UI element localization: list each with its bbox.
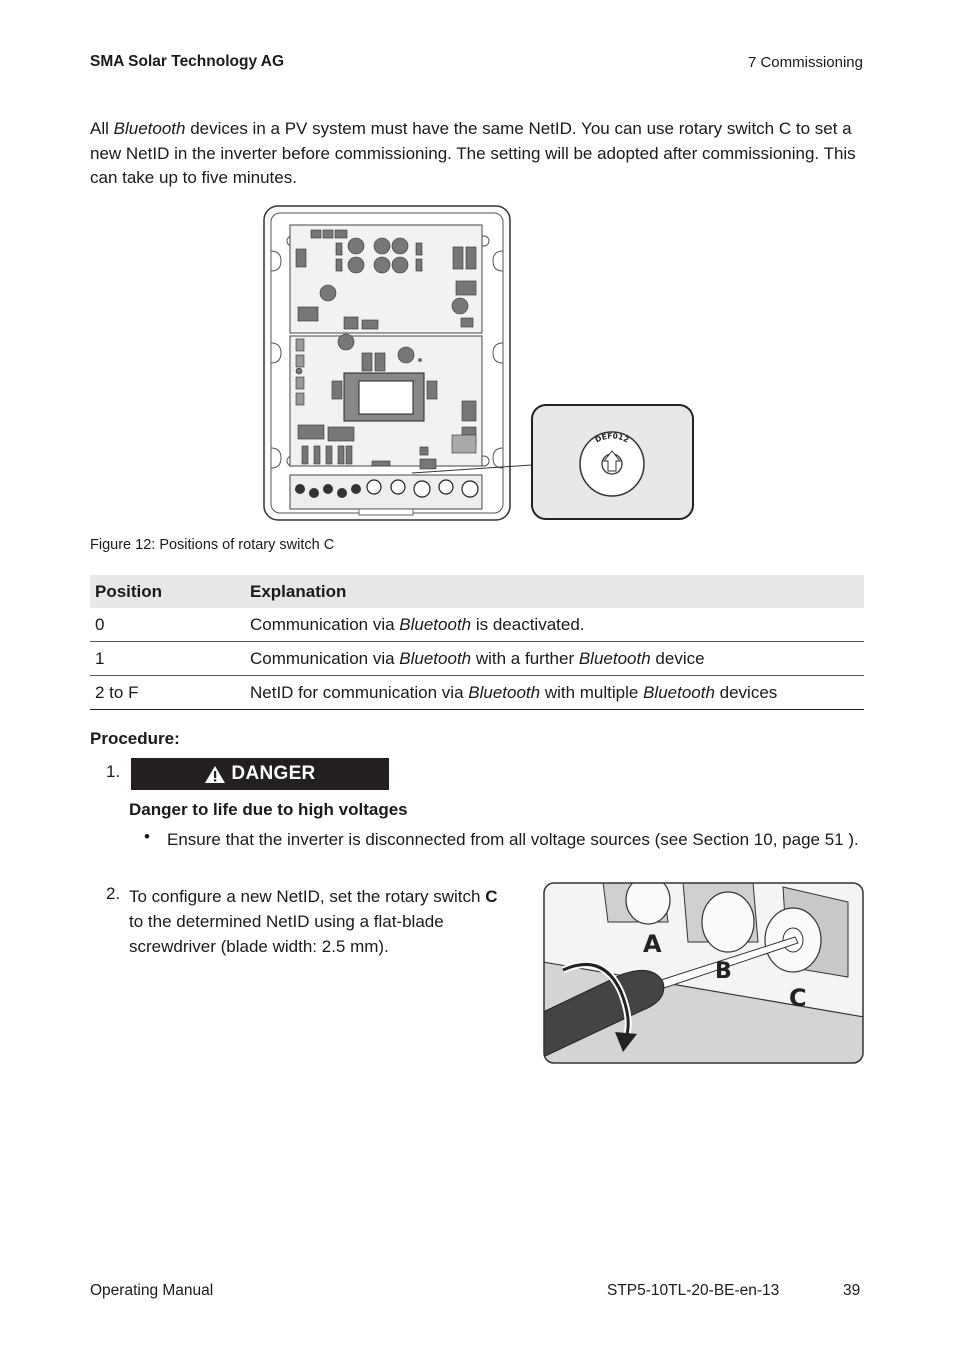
switch-label-a: A [643, 930, 662, 958]
figure-caption: Figure 12: Positions of rotary switch C [90, 537, 335, 553]
step-number: 2. [106, 884, 121, 903]
header-section: 7 Commissioning [747, 54, 863, 71]
column-header-position: Position [90, 575, 245, 608]
column-header-explanation: Explanation [245, 575, 864, 608]
page-number: 39 [843, 1282, 861, 1299]
danger-banner [131, 758, 389, 790]
switch-label-c: C [789, 984, 807, 1012]
procedure-heading: Procedure: [90, 729, 180, 748]
danger-instruction: Ensure that the inverter is disconnected from all voltage sources (see Section 10, page 51 ). [167, 830, 859, 849]
dial-label: DEF012 [593, 431, 631, 445]
intro-paragraph: All Bluetooth devices in a PV system must have the same NetID. You can use rotary switch C to set a new NetID in the inverter before commissioning. The setting will be adopted after commissioning. This can take up to five minutes. [90, 119, 856, 187]
table-row: 2 to F NetID for communication via Bluetooth with multiple Bluetooth devices [90, 676, 864, 710]
bullet-icon: • [144, 827, 150, 846]
step-number: 1. [106, 762, 121, 781]
danger-label: DANGER [231, 763, 316, 784]
screwdriver-figure [543, 882, 864, 1064]
step2-text: To configure a new NetID, set the rotary switch C to the determined NetID using a flat-blade screwdriver (blade width: 2.5 mm). [129, 887, 498, 956]
warning-triangle-icon [204, 765, 226, 784]
switch-label-b: B [715, 959, 732, 984]
header-company: SMA Solar Technology AG [90, 53, 285, 70]
footer-manual: Operating Manual [90, 1282, 214, 1299]
table-row: 0 Communication via Bluetooth is deactivated. [90, 608, 864, 642]
position-table [90, 575, 864, 710]
inverter-board-figure [262, 203, 697, 523]
danger-title: Danger to life due to high voltages [129, 800, 408, 819]
table-row: 1 Communication via Bluetooth with a further Bluetooth device [90, 642, 864, 676]
footer-doc-id: STP5-10TL-20-BE-en-13 [607, 1282, 780, 1299]
